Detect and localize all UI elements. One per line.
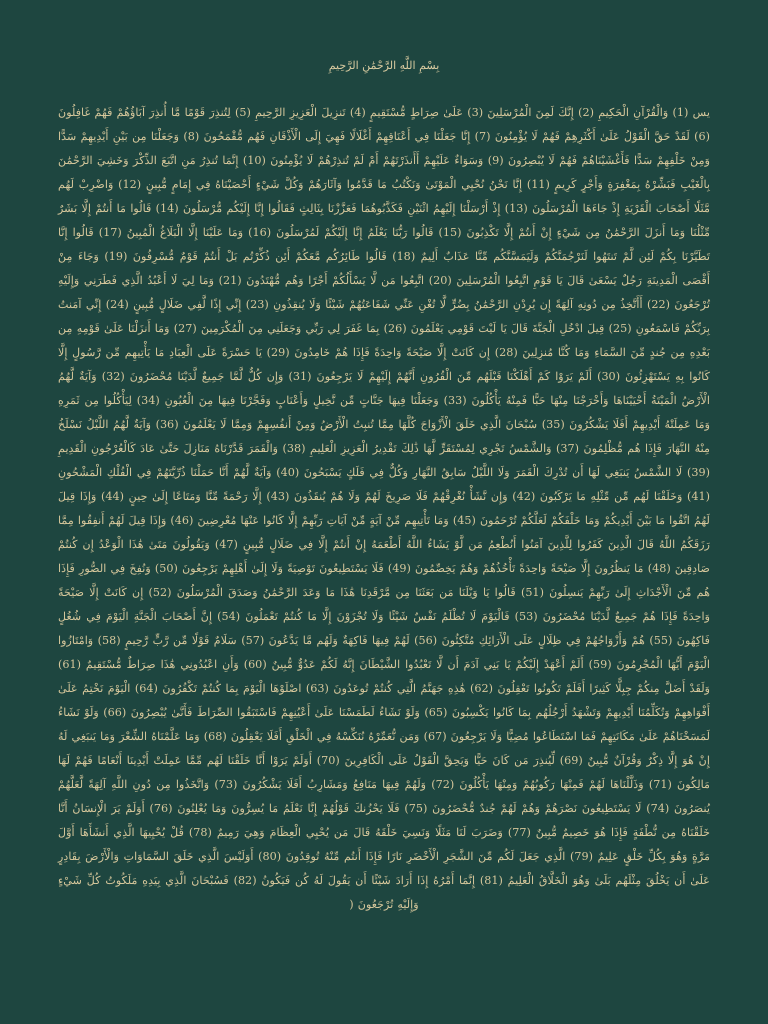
verse-text: وَيَقُولُونَ مَتَىٰ هَٰذَا الْوَعْدُ إِن كُنتُمْ صَادِقِينَ (58, 538, 711, 575)
verse-number: (16) (248, 226, 272, 239)
verse-text: إِنِّي آمَنتُ بِرَبِّكُمْ فَاسْمَعُونِ (58, 298, 711, 335)
verse-text: قَالُوا إِنَّا تَطَيَّرْنَا بِكُمْ لَئِن لَّمْ تَنتَهُوا لَنَرْجُمَنَّكُمْ وَلَيَمَسَّنَّكُم مِّنَّا عَذَابٌ أَلِيمٌ (58, 226, 711, 263)
basmala-heading: بِسْمِ اللَّهِ الرَّحْمَٰنِ الرَّحِيمِ (328, 59, 440, 72)
verse-text: إِنَّا نَحْنُ نُحْيِي الْمَوْتَىٰ وَنَكْتُبُ مَا قَدَّمُوا وَآثَارَهُمْ وَكُلَّ شَيْءٍ أَحْصَيْنَاهُ فِي إِمَامٍ مُّبِينٍ (145, 178, 523, 191)
verse-text: الَّذِي جَعَلَ لَكُم مِّنَ الشَّجَرِ الْأَخْضَرِ نَارًا فَإِذَا أَنتُم مِّنْهُ تُوقِدُونَ (285, 850, 566, 863)
verse-text: إِن كَانَتْ إِلَّا صَيْحَةً وَاحِدَةً فَإِذَا هُمْ جَمِيعٌ لَّدَيْنَا مُحْضَرُونَ (58, 586, 711, 623)
verse-text: وَإِن نَّشَأْ نُغْرِقْهُمْ فَلَا صَرِيخَ لَهُمْ وَلَا هُمْ يُنقَذُونَ (293, 490, 508, 503)
verse-number: (13) (504, 202, 528, 215)
verse-number: (3) (467, 106, 484, 119)
verse-number: (12) (118, 178, 142, 191)
verse-text: وَمَا عَلَيْنَا إِلَّا الْبَلَاغُ الْمُبِينُ (126, 226, 244, 239)
verse-text: وَمَا عَلَّمْنَاهُ الشِّعْرَ وَمَا يَنبَغِي لَهُ إِنْ هُوَ إِلَّا ذِكْرٌ وَقُرْآنٌ مُّبِينٌ (58, 730, 711, 767)
verse-text: فَسُبْحَانَ الَّذِي بِيَدِهِ مَلَكُوتُ كُلِّ شَيْءٍ وَإِلَيْهِ تُرْجَعُونَ (58, 874, 419, 911)
verse-text: وَإِذَا قِيلَ لَهُمُ اتَّقُوا مَا بَيْنَ أَيْدِيكُمْ وَمَا خَلْفَكُمْ لَعَلَّكُمْ تُرْحَمُونَ (58, 490, 710, 527)
verse-number: (9) (487, 154, 504, 167)
verse-text: وَالشَّمْسُ تَجْرِي لِمُسْتَقَرٍّ لَّهَا ذَٰلِكَ تَقْدِيرُ الْعَزِيزِ الْعَلِيمِ (310, 442, 552, 455)
verse-text: اتَّبِعُوا مَن لَّا يَسْأَلُكُمْ أَجْرًا وَهُم مُّهْتَدُونَ (246, 274, 425, 287)
verse-text: وَضَرَبَ لَنَا مَثَلًا وَنَسِيَ خَلْقَهُ قَالَ مَن يُحْيِي الْعِظَامَ وَهِيَ رَمِيمٌ (216, 826, 503, 839)
verse-text: إِنَّا جَعَلْنَا فِي أَعْنَاقِهِمْ أَغْلَالًا فَهِيَ إِلَى الْأَذْقَانِ فَهُم مُّقْمَحُونَ (203, 130, 471, 143)
verse-text: وَآيَةٌ لَّهُمْ أَنَّا حَمَلْنَا ذُرِّيَّتَهُمْ فِي الْفُلْكِ الْمَشْحُونِ (58, 466, 272, 479)
verse-number: (68) (203, 730, 227, 743)
verse-number: (33) (443, 394, 467, 407)
verse-text: لَقَدْ حَقَّ الْقَوْلُ عَلَىٰ أَكْثَرِهِمْ فَهُمْ لَا يُؤْمِنُونَ (494, 130, 690, 143)
verse-text: وَلَوْ نَشَاءُ لَطَمَسْنَا عَلَىٰ أَعْيُنِهِمْ فَاسْتَبَقُوا الصِّرَاطَ فَأَنَّىٰ يُبْصِرُونَ (130, 706, 420, 719)
verse-number: (63) (305, 682, 329, 695)
verse-number: (59) (588, 658, 612, 671)
verse-number: (61) (58, 658, 81, 671)
verse-number: (39) (687, 466, 711, 479)
verse-text: لَا يَسْتَطِيعُونَ نَصْرَهُمْ وَهُمْ لَهُمْ جُندٌ مُّحْضَرُونَ (432, 802, 642, 815)
verse-number: (26) (383, 322, 407, 335)
verse-text: وَاتَّخَذُوا مِن دُونِ اللَّهِ آلِهَةً لَّعَلَّهُمْ يُنصَرُونَ (58, 778, 710, 815)
verse-text: إِنَّمَا تُنذِرُ مَنِ اتَّبَعَ الذِّكْرَ وَخَشِيَ الرَّحْمَٰنَ بِالْغَيْبِ فَبَشِّرْهُ بِمَغْفِرَةٍ وَأَجْرٍ كَرِيمٍ (58, 154, 711, 191)
verse-number: (79) (569, 850, 593, 863)
verse-text: وَمَا أَنزَلْنَا عَلَىٰ قَوْمِهِ مِن بَعْدِهِ مِن جُندٍ مِّنَ السَّمَاءِ وَمَا كُنَّا مُنزِلِينَ (58, 322, 710, 359)
verse-number: (8) (183, 130, 200, 143)
verse-number: (58) (97, 634, 121, 647)
verse-text: أَوَلَمْ يَرَوْا أَنَّا خَلَقْنَا لَهُم مِّمَّا عَمِلَتْ أَيْدِينَا أَنْعَامًا فَهُمْ لَهَا مَالِكُونَ (58, 754, 711, 791)
verse-number: (72) (431, 778, 455, 791)
verse-number: (46) (170, 514, 194, 527)
verse-text: الْيَوْمَ نَخْتِمُ عَلَىٰ أَفْوَاهِهِمْ وَتُكَلِّمُنَا أَيْدِيهِمْ وَتَشْهَدُ أَرْجُلُهُم بِمَا كَانُوا يَكْسِبُونَ (58, 682, 711, 719)
verse-number: (47) (214, 538, 238, 551)
verse-number: (10) (242, 154, 266, 167)
verse-number: (11) (526, 178, 550, 191)
verse-number: (75) (404, 802, 428, 815)
verse-number: (82) (233, 874, 257, 887)
verse-number: (54) (217, 610, 241, 623)
verse-text: اصْلَوْهَا الْيَوْمَ بِمَا كُنتُمْ تَكْفُرُونَ (162, 682, 302, 695)
verse-number: (1) (672, 106, 689, 119)
verse-text: أَلَمْ يَرَوْا كَمْ أَهْلَكْنَا قَبْلَهُم مِّنَ الْقُرُونِ أَنَّهُمْ إِلَيْهِمْ لَا يَرْجِعُونَ (316, 370, 593, 383)
verse-text: أَلَمْ أَعْهَدْ إِلَيْكُمْ يَا بَنِي آدَمَ أَن لَّا تَعْبُدُوا الشَّيْطَانَ إِنَّهُ لَكُمْ عَدُوٌّ مُّبِينٌ (271, 658, 584, 671)
verse-number: (25) (608, 322, 632, 335)
verse-text: عَلَىٰ صِرَاطٍ مُّسْتَقِيمٍ (369, 106, 463, 119)
verse-number: (57) (241, 634, 265, 647)
verse-number: (40) (276, 466, 300, 479)
verse-text: وَآيَةٌ لَّهُمُ اللَّيْلُ نَسْلَخُ مِنْهُ النَّهَارَ فَإِذَا هُم مُّظْلِمُونَ (58, 418, 711, 455)
verse-number: (42) (512, 490, 536, 503)
verse-text: مَا يَنظُرُونَ إِلَّا صَيْحَةً وَاحِدَةً تَأْخُذُهُمْ وَهُمْ يَخِصِّمُونَ (415, 562, 644, 575)
verse-number: (24) (105, 298, 129, 311)
verse-text: وَذَلَّلْنَاهَا لَهُمْ فَمِنْهَا رَكُوبُهُمْ وَمِنْهَا يَأْكُلُونَ (459, 778, 644, 791)
verse-text: وَامْتَازُوا الْيَوْمَ أَيُّهَا الْمُجْرِمُونَ (58, 634, 710, 671)
verse-number: (29) (266, 346, 290, 359)
verse-text: وَلَهُمْ فِيهَا مَنَافِعُ وَمَشَارِبُ أَفَلَا يَشْكُرُونَ (242, 778, 427, 791)
verse-text: أَوَلَمْ يَرَ الْإِنسَانُ أَنَّا خَلَقْنَاهُ مِن نُّطْفَةٍ فَإِذَا هُوَ خَصِيمٌ مُّبِينٌ (58, 802, 711, 839)
verse-number: (60) (243, 658, 267, 671)
verse-number: (48) (647, 562, 671, 575)
verse-text: إِنَّ أَصْحَابَ الْجَنَّةِ الْيَوْمَ فِي شُغُلٍ فَاكِهُونَ (58, 610, 710, 647)
verse-text: وَآيَةٌ لَّهُمُ الْأَرْضُ الْمَيْتَةُ أَحْيَيْنَاهَا وَأَخْرَجْنَا مِنْهَا حَبًّا فَمِنْهُ يَأْكُلُونَ (58, 370, 710, 407)
verse-text: يس (692, 106, 710, 119)
verse-number: (67) (423, 730, 447, 743)
verse-text: أَأَتَّخِذُ مِن دُونِهِ آلِهَةً إِن يُرِدْنِ الرَّحْمَٰنُ بِضُرٍّ لَّا تُغْنِ عَنِّي شَفَاعَتُهُمْ شَيْئًا وَلَا يُنقِذُونِ (273, 298, 643, 311)
verse-number: (30) (597, 370, 621, 383)
verse-number: (64) (134, 682, 158, 695)
verse-number: (36) (155, 418, 179, 431)
verse-number: (27) (173, 322, 197, 335)
verse-number: (51) (520, 586, 544, 599)
verse-text: وَسَوَاءٌ عَلَيْهِمْ أَأَنذَرْتَهُمْ أَمْ لَمْ تُنذِرْهُمْ لَا يُؤْمِنُونَ (270, 154, 484, 167)
verse-text: وَالْقُرْآنِ الْحَكِيمِ (598, 106, 669, 119)
verse-text: قَالُوا طَائِرُكُم مَّعَكُمْ أَئِن ذُكِّرْتُم بَلْ أَنتُمْ قَوْمٌ مُّسْرِفُونَ (132, 250, 387, 263)
verse-number: (45) (452, 514, 476, 527)
verse-text: وَلَقَدْ أَضَلَّ مِنكُمْ جِبِلًّا كَثِيرًا أَفَلَمْ تَكُونُوا تَعْقِلُونَ (497, 682, 711, 695)
verse-number: (17) (98, 226, 122, 239)
verse-text: سُبْحَانَ الَّذِي خَلَقَ الْأَزْوَاجَ كُلَّهَا مِمَّا تُنبِتُ الْأَرْضُ وَمِنْ أَنفُسِهِمْ وَمِمَّا لَا يَعْلَمُونَ (183, 418, 538, 431)
verse-text: قِيلَ ادْخُلِ الْجَنَّةَ قَالَ يَا لَيْتَ قَوْمِي يَعْلَمُونَ (410, 322, 605, 335)
verse-number: (44) (101, 490, 125, 503)
verse-text: تَنزِيلَ الْعَزِيزِ الرَّحِيمِ (255, 106, 346, 119)
verse-text: فَلَا يَحْزُنكَ قَوْلُهُمْ إِنَّا نَعْلَمُ مَا يُسِرُّونَ وَمَا يُعْلِنُونَ (177, 802, 400, 815)
verse-text: إِنَّمَا أَمْرُهُ إِذَا أَرَادَ شَيْئًا أَن يَقُولَ لَهُ كُن فَيَكُونُ (261, 874, 476, 887)
verse-text: أَوَلَيْسَ الَّذِي خَلَقَ السَّمَاوَاتِ وَالْأَرْضَ بِقَادِرٍ عَلَىٰ أَن يَخْلُقَ مِثْلَهُم بَلَىٰ وَهُوَ الْخَلَّاقُ الْعَلِيمُ (58, 850, 710, 887)
surah-text-body (58, 101, 710, 917)
verse-number: (32) (101, 370, 125, 383)
verse-text: قَالُوا يَا وَيْلَنَا مَن بَعَثَنَا مِن مَّرْقَدِنَا هَٰذَا مَا وَعَدَ الرَّحْمَٰنُ وَصَدَقَ الْمُرْسَلُونَ (176, 586, 516, 599)
verse-number: (41) (687, 490, 711, 503)
verse-number: (74) (646, 802, 670, 815)
verse-text: بِمَا غَفَرَ لِي رَبِّي وَجَعَلَنِي مِنَ الْمُكْرَمِينَ (201, 322, 380, 335)
verse-text: إِن كَانَتْ إِلَّا صَيْحَةً وَاحِدَةً فَإِذَا هُمْ خَامِدُونَ (294, 346, 491, 359)
verse-text: سَلَامٌ قَوْلًا مِّن رَّبٍّ رَّحِيمٍ (125, 634, 237, 647)
verse-text: فَلَا يَسْتَطِيعُونَ تَوْصِيَةً وَلَا إِلَىٰ أَهْلِهِمْ يَرْجِعُونَ (182, 562, 384, 575)
verse-text: وَجَاءَ مِنْ أَقْصَى الْمَدِينَةِ رَجُلٌ يَسْعَىٰ قَالَ يَا قَوْمِ اتَّبِعُوا الْمُرْسَلِينَ (58, 250, 710, 287)
verse-text: إِنِّي إِذًا لَّفِي ضَلَالٍ مُّبِينٍ (133, 298, 242, 311)
verse-text: وَجَعَلْنَا مِن بَيْنِ أَيْدِيهِمْ سَدًّا وَمِنْ خَلْفِهِمْ سَدًّا فَأَغْشَيْنَاهُمْ فَهُمْ لَا يُبْصِرُونَ (58, 130, 710, 167)
verse-number: (5) (235, 106, 251, 119)
verse-number: (76) (149, 802, 173, 815)
verse-text: وَنُفِخَ فِي الصُّورِ فَإِذَا هُم مِّنَ الْأَجْدَاثِ إِلَىٰ رَبِّهِمْ يَنسِلُونَ (58, 562, 711, 599)
verse-number: (35) (541, 418, 565, 431)
verse-number: (55) (649, 634, 673, 647)
verse-text: لَهُمْ فِيهَا فَاكِهَةٌ وَلَهُم مَّا يَدَّعُونَ (268, 634, 410, 647)
verse-text: قَالُوا مَا أَنتُمْ إِلَّا بَشَرٌ مِّثْلُنَا وَمَا أَنزَلَ الرَّحْمَٰنُ مِن شَيْءٍ إِنْ أَنتُمْ إِلَّا تَكْذِبُونَ (58, 202, 710, 239)
verse-text: وَأَنِ اعْبُدُونِي هَٰذَا صِرَاطٌ مُّسْتَقِيمٌ (85, 658, 239, 671)
verse-number: (71) (648, 778, 672, 791)
verse-text: هُمْ وَأَزْوَاجُهُمْ فِي ظِلَالٍ عَلَى الْأَرَائِكِ مُتَّكِئُونَ (441, 634, 645, 647)
verse-number: (23) (245, 298, 269, 311)
verse-number: (31) (288, 370, 312, 383)
verse-text: لِّيُنذِرَ مَن كَانَ حَيًّا وَيَحِقَّ الْقَوْلُ عَلَى الْكَافِرِينَ (344, 754, 555, 767)
verse-number: (80) (258, 850, 282, 863)
verse-text: وَالْقَمَرَ قَدَّرْنَاهُ مَنَازِلَ حَتَّىٰ عَادَ كَالْعُرْجُونِ الْقَدِيمِ (58, 442, 279, 455)
verse-number: (28) (494, 346, 518, 359)
verse-number: (69) (559, 754, 583, 767)
verse-text: فَالْيَوْمَ لَا تُظْلَمُ نَفْسٌ شَيْئًا وَلَا تُجْزَوْنَ إِلَّا مَا كُنتُمْ تَعْمَلُونَ (245, 610, 510, 623)
verse-number: (34) (136, 394, 160, 407)
verse-number: ( (349, 898, 354, 911)
verse-text: يَا حَسْرَةً عَلَى الْعِبَادِ مَا يَأْتِيهِم مِّن رَّسُولٍ إِلَّا كَانُوا بِهِ يَسْتَهْزِئُونَ (58, 346, 710, 383)
verse-text: لِتُنذِرَ قَوْمًا مَّا أُنذِرَ آبَاؤُهُمْ فَهُمْ غَافِلُونَ (58, 106, 231, 119)
verse-text: وَجَعَلْنَا فِيهَا جَنَّاتٍ مِّن نَّخِيلٍ وَأَعْنَابٍ وَفَجَّرْنَا فِيهَا مِنَ الْعُيُونِ (164, 394, 439, 407)
verse-number: (21) (218, 274, 242, 287)
verse-text: قُلْ يُحْيِيهَا الَّذِي أَنشَأَهَا أَوَّلَ مَرَّةٍ وَهُوَ بِكُلِّ خَلْقٍ عَلِيمٌ (58, 826, 711, 863)
verse-number: (6) (694, 130, 711, 143)
verse-text: وَإِن كُلٌّ لَّمَّا جَمِيعٌ لَّدَيْنَا مُحْضَرُونَ (129, 370, 284, 383)
verse-text: لِيَأْكُلُوا مِن ثَمَرِهِ وَمَا عَمِلَتْهُ أَيْدِيهِمْ أَفَلَا يَشْكُرُونَ (58, 394, 711, 431)
verse-number: (70) (316, 754, 340, 767)
verse-number: (7) (474, 130, 491, 143)
verse-number: (50) (154, 562, 178, 575)
verse-text: إِذْ أَرْسَلْنَا إِلَيْهِمُ اثْنَيْنِ فَكَذَّبُوهُمَا فَعَزَّزْنَا بِثَالِثٍ فَقَالُوا إِنَّا إِلَيْكُم مُّرْسَلُونَ (182, 202, 501, 215)
verse-number: (62) (470, 682, 494, 695)
verse-number: (18) (392, 250, 416, 263)
verse-text: لَا الشَّمْسُ يَنبَغِي لَهَا أَن تُدْرِكَ الْقَمَرَ وَلَا اللَّيْلُ سَابِقُ النَّهَارِ وَكُلٌّ فِي فَلَكٍ يَسْبَحُونَ (303, 466, 683, 479)
verse-text: وَإِذَا قِيلَ لَهُمْ أَنفِقُوا مِمَّا رَزَقَكُمُ اللَّهُ قَالَ الَّذِينَ كَفَرُوا لِلَّذِينَ آمَنُوا أَنُطْعِمُ مَن لَّوْ يَشَاءُ اللَّهُ أَطْعَمَهُ إِنْ أَنتُمْ إِلَّا فِي ضَلَالٍ مُّبِينٍ (58, 514, 711, 551)
verse-number: (2) (578, 106, 595, 119)
verse-number: (14) (155, 202, 179, 215)
verse-number: (73) (214, 778, 238, 791)
verse-number: (15) (438, 226, 462, 239)
verse-number: (81) (479, 874, 503, 887)
verse-number: (77) (507, 826, 531, 839)
verse-text: وَمَن نُّعَمِّرْهُ نُنَكِّسْهُ فِي الْخَلْقِ أَفَلَا يَعْقِلُونَ (230, 730, 420, 743)
verse-number: (37) (556, 442, 580, 455)
verse-number: (65) (424, 706, 448, 719)
verse-number: (22) (647, 298, 670, 311)
verse-text: إِنَّكَ لَمِنَ الْمُرْسَلِينَ (487, 106, 574, 119)
verse-number: (20) (428, 274, 452, 287)
verse-number: (78) (188, 826, 212, 839)
verse-number: (38) (282, 442, 306, 455)
verse-number: (49) (387, 562, 411, 575)
verse-number: (66) (103, 706, 127, 719)
verse-text: وَمَا لِيَ لَا أَعْبُدُ الَّذِي فَطَرَنِي وَإِلَيْهِ تُرْجَعُونَ (58, 274, 710, 311)
verse-number: (52) (148, 586, 172, 599)
verse-number: (19) (104, 250, 128, 263)
verse-text: إِلَّا رَحْمَةً مِّنَّا وَمَتَاعًا إِلَىٰ حِينٍ (128, 490, 262, 503)
verse-text: وَاضْرِبْ لَهُم مَّثَلًا أَصْحَابَ الْقَرْيَةِ إِذْ جَاءَهَا الْمُرْسَلُونَ (58, 178, 710, 215)
verse-number: (43) (266, 490, 290, 503)
verse-number: (56) (414, 634, 438, 647)
verse-text: وَخَلَقْنَا لَهُم مِّن مِّثْلِهِ مَا يَرْكَبُونَ (539, 490, 683, 503)
verse-text: وَمَا تَأْتِيهِم مِّنْ آيَةٍ مِّنْ آيَاتِ رَبِّهِمْ إِلَّا كَانُوا عَنْهَا مُعْرِضِينَ (197, 514, 449, 527)
verse-text: وَلَوْ نَشَاءُ لَمَسَخْنَاهُمْ عَلَىٰ مَكَانَتِهِمْ فَمَا اسْتَطَاعُوا مُضِيًّا وَلَا يَرْجِعُونَ (58, 706, 711, 743)
verse-number: (4) (349, 106, 366, 119)
verse-number: (53) (514, 610, 538, 623)
verse-text: قَالُوا رَبُّنَا يَعْلَمُ إِنَّا إِلَيْكُمْ لَمُرْسَلُونَ (276, 226, 434, 239)
verse-text: هَٰذِهِ جَهَنَّمُ الَّتِي كُنتُمْ تُوعَدُونَ (333, 682, 466, 695)
